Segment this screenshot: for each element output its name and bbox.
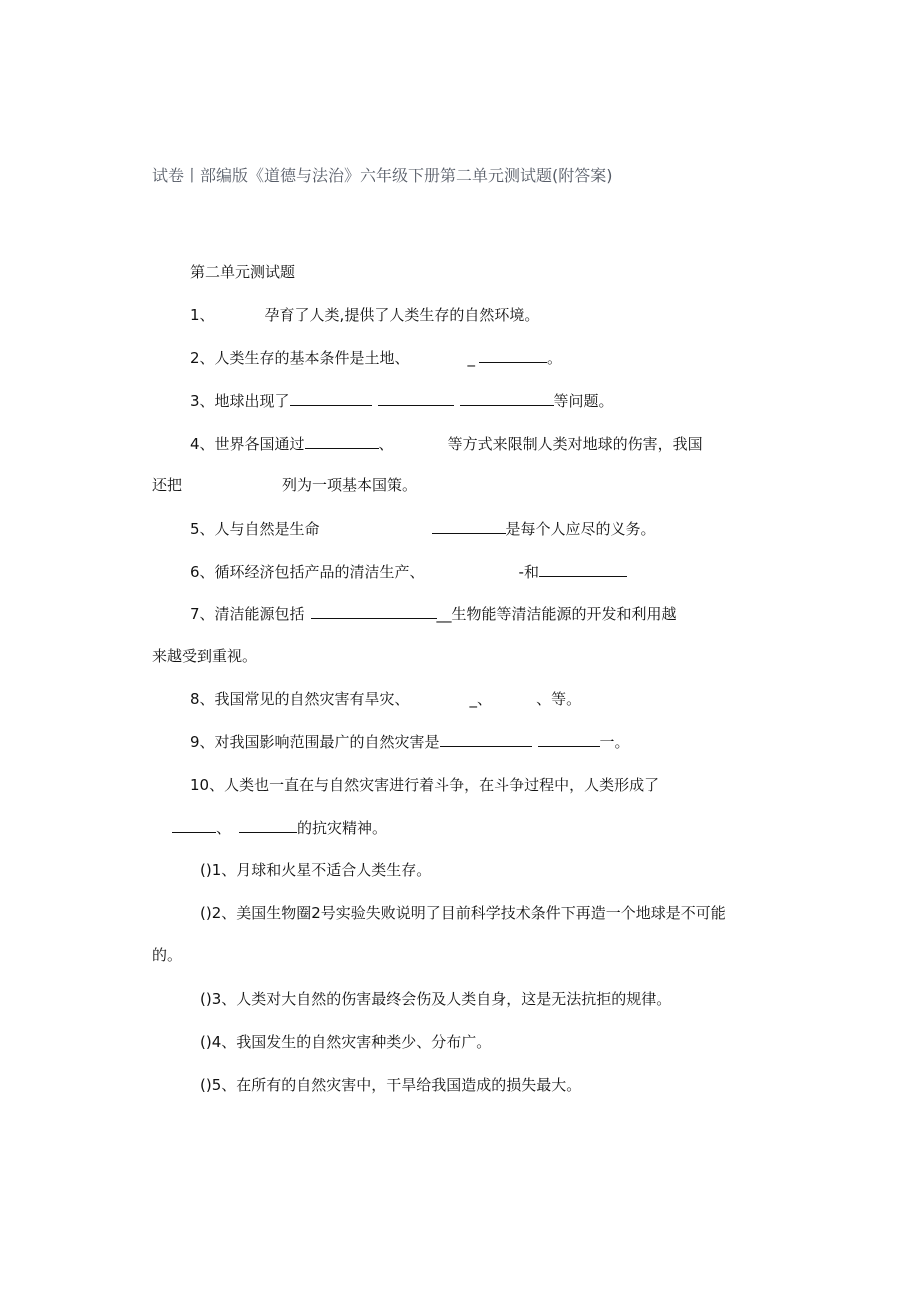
question-4-line-2	[152, 475, 417, 495]
q4-blank-1[interactable]	[305, 434, 379, 449]
q5-end: 是每个人应尽的义务。	[505, 520, 656, 538]
q5-text: 5、人与自然是生命	[190, 520, 320, 538]
q10-blank-1[interactable]	[172, 818, 216, 833]
q4-text: 4、世界各国通过	[190, 435, 305, 453]
question-9	[190, 732, 630, 752]
q9-blank-1[interactable]	[440, 732, 532, 747]
q1-number: 1、	[190, 306, 215, 324]
q9-text: 9、对我国影响范围最广的自然灾害是	[190, 733, 440, 751]
q2-blank[interactable]	[479, 348, 547, 363]
q6-text: 6、循环经济包括产品的清洁生产、	[190, 563, 425, 581]
q3-text: 3、地球出现了	[190, 392, 290, 410]
q10-blank-2[interactable]	[239, 818, 297, 833]
question-7-line-2: 来越受到重视。	[152, 647, 258, 665]
q8-end: 、等。	[536, 690, 582, 708]
tf-item-2: ()2、美国生物圈2号实验失败说明了目前科学技术条件下再造一个地球是不可能	[200, 904, 726, 922]
q8-sep: _、	[469, 690, 493, 708]
tf-item-3: ()3、人类对大自然的伤害最终会伤及人类自身，这是无法抗拒的规律。	[200, 990, 672, 1008]
q6-mid: -和	[518, 563, 539, 581]
q10-sep: 、	[216, 819, 232, 837]
question-1	[190, 305, 539, 325]
question-5	[190, 519, 656, 539]
q7-blank-2[interactable]	[373, 604, 437, 619]
question-8	[190, 689, 581, 709]
q3-blank-2[interactable]	[378, 391, 454, 406]
q4-end: 列为一项基本国策。	[282, 476, 418, 494]
q9-blank-2[interactable]	[538, 732, 600, 747]
q4-text-2: 还把	[152, 476, 183, 494]
q2-mark: _	[467, 349, 476, 367]
q4-sep: 、	[378, 435, 394, 453]
q8-text: 8、我国常见的自然灾害有旱灾、	[190, 690, 410, 708]
q10-end: 的抗灾精神。	[297, 819, 388, 837]
q9-end: 一。	[599, 733, 630, 751]
question-6	[190, 562, 627, 582]
question-10-line-1: 10、人类也一直在与自然灾害进行着斗争，在斗争过程中，人类形成了	[190, 776, 660, 794]
q6-blank[interactable]	[539, 562, 627, 577]
q7-text: 7、清洁能源包括	[190, 605, 305, 623]
q3-blank-1[interactable]	[290, 391, 372, 406]
tf-item-2-cont: 的。	[152, 946, 183, 964]
tf-item-4: ()4、我国发生的自然灾害种类少、分布广。	[200, 1033, 492, 1051]
q2-text: 2、人类生存的基本条件是土地、	[190, 349, 410, 367]
q4-cont: 等方式来限制人类对地球的伤害，我国	[447, 435, 703, 453]
doc-title: 试卷丨部编版《道德与法治》六年级下册第二单元测试题(附答案)	[152, 166, 613, 185]
q3-end: 等问题。	[553, 392, 614, 410]
q7-cont: __生物能等清洁能源的开发和利用越	[436, 605, 677, 623]
tf-item-5: ()5、在所有的自然灾害中，干旱给我国造成的损失最大。	[200, 1076, 582, 1094]
q2-end: 。	[547, 349, 563, 367]
tf-item-1: ()1、月球和火星不适合人类生存。	[200, 861, 432, 879]
question-3	[190, 391, 614, 411]
q7-blank-1[interactable]	[311, 604, 373, 619]
question-2	[190, 348, 562, 368]
q3-blank-3[interactable]	[460, 391, 554, 406]
question-7-line-1	[190, 604, 677, 624]
q1-text: 孕育了人类,提供了人类生存的自然环境。	[264, 306, 540, 324]
q5-blank[interactable]	[432, 519, 506, 534]
question-4-line-1	[190, 434, 703, 454]
question-10-line-2	[172, 818, 387, 838]
section-heading: 第二单元测试题	[190, 263, 296, 281]
